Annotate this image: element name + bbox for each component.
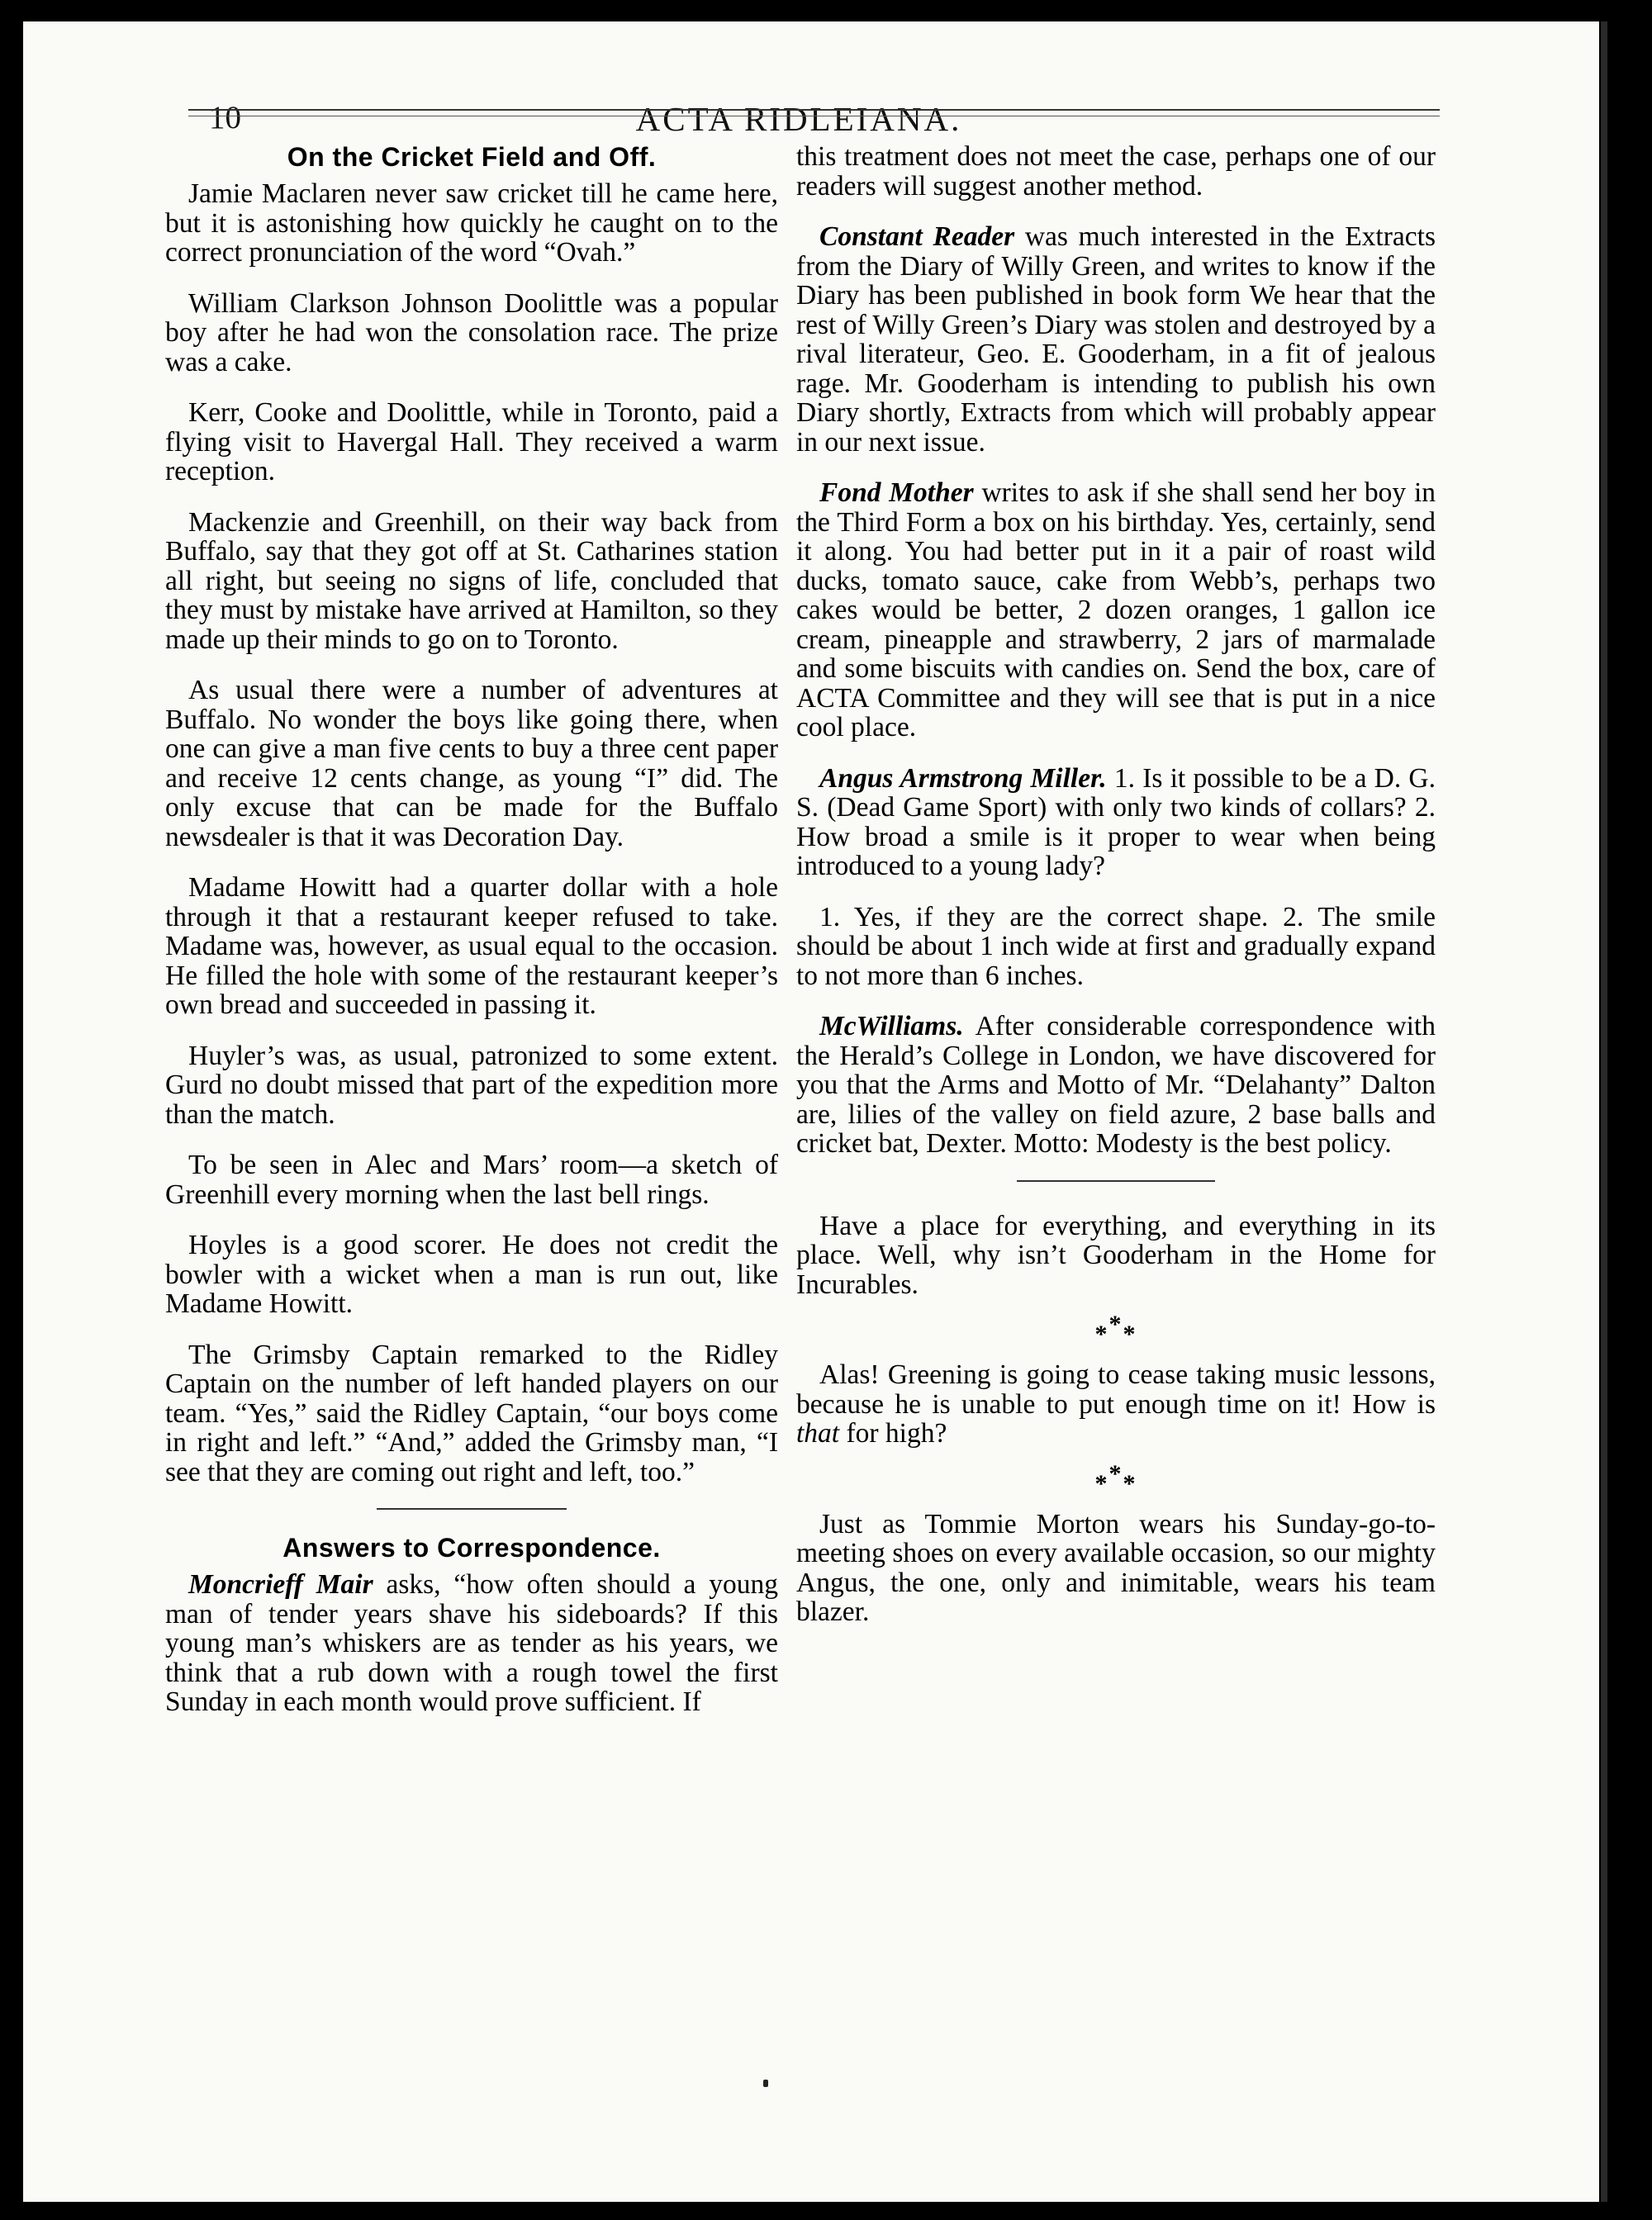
- emphasis: that: [796, 1418, 840, 1449]
- paragraph: [796, 478, 1436, 742]
- paragraph: Hoyles is a good scorer. He does not credit the bowler with a wicket when a man is run out, like Madame Howitt.: [165, 1230, 778, 1319]
- asterisk: *: [1108, 1459, 1123, 1487]
- asterisk: *: [1123, 1469, 1137, 1497]
- paragraph: [796, 1012, 1436, 1159]
- paragraph: [165, 1570, 778, 1717]
- correspondent-name: Angus Armstrong Miller.: [819, 762, 1107, 794]
- paragraph-text: was much interested in the Extracts from the Diary of Willy Green, and writes to know if the Diary has been published in book form We hear that the rest of Willy Green’s Diary was stolen and destroyed by a rival literateur, Geo. E. Gooderham, in a fit of jealous rage. Mr. Gooderham is intending to publish his own Diary shortly, Extracts from which will probably appear in our next issue.: [796, 221, 1436, 458]
- paragraph-text: writes to ask if she shall send her boy in the Third Form a box on his birthday. Yes, certainly, send it along. You had better put in it a pair of roast wild ducks, tomato sauce, cake from Webb’s, perhaps two cakes would be better, 2 dozen oranges, 1 gallon ice cream, pineapple and strawberry, 2 jars of marmalade and some biscuits with candies on. Send the box, care of ACTA Committee and they will see that is put in a nice cool place.: [796, 477, 1436, 742]
- paragraph-text: After considerable correspondence with the Herald’s College in London, we have discovered for you that the Arms and Motto of Mr. “Delahanty” Dalton are, lilies of the valley on field azure, 2 base balls and cricket bat, Dexter. Motto: Modesty is the best policy.: [796, 1011, 1436, 1159]
- section-title-cricket: On the Cricket Field and Off.: [287, 142, 657, 172]
- asterisk: *: [1094, 1469, 1109, 1497]
- paragraph: Jamie Maclaren never saw cricket till he came here, but it is astonishing how quickly he caught on to the correct pronunciation of the word “Ovah.”: [165, 178, 778, 268]
- paragraph: William Clarkson Johnson Doolittle was a popular boy after he had won the consolation race. The prize was a cake.: [165, 287, 778, 377]
- paragraph-text: 1. Is it possible to be a D. G. S. (Dead Game Sport) with only two kinds of collars? 2. How broad a smile is it proper to wear when being introduced to a young lady?: [796, 762, 1436, 881]
- header-rule: [188, 109, 1440, 111]
- correspondent-name: Fond Mother: [819, 477, 974, 508]
- paragraph: To be seen in Alec and Mars’ room—a sketch of Greenhill every morning when the last bell rings.: [165, 1150, 778, 1210]
- paragraph: [796, 1360, 1436, 1449]
- correspondent-name: McWilliams.: [819, 1011, 964, 1041]
- correspondent-name: Constant Reader: [819, 221, 1015, 252]
- paragraph: Huyler’s was, as usual, patronized to some extent. Gurd no doubt missed that part of the expedition more than the match.: [165, 1040, 778, 1130]
- page-header: [197, 71, 1401, 138]
- asterisk: *: [1108, 1311, 1123, 1338]
- paragraph: [796, 222, 1436, 457]
- paragraph-text: for high?: [839, 1418, 947, 1449]
- correspondent-name: Moncrieff Mair: [188, 1569, 373, 1600]
- paragraph: Madame Howitt had a quarter dollar with a hole through it that a restaurant keeper refused to take. Madame was, however, as usual equal to the occasion. He filled the hole with some of the restaurant keeper’s own bread and succeeded in passing it.: [165, 872, 778, 1020]
- section-divider: [1017, 1180, 1215, 1182]
- left-column: [165, 142, 778, 1739]
- right-column: [796, 142, 1436, 1648]
- ink-speck: [763, 2080, 768, 2087]
- paragraph: Mackenzie and Greenhill, on their way back from Buffalo, say that they got off at St. Catharines station all right, but seeing no signs of life, concluded that they must by mistake have arrived at Hamilton, so they made up their minds to go on to Toronto.: [165, 506, 778, 655]
- paragraph-text: asks, “how often should a young man of tender years shave his sideboards? If this young man’s whiskers are as tender as his years, we think that a rub down with a rough towel the first Sunday in each month would prove sufficient. If: [165, 1569, 778, 1717]
- asterisk: *: [1094, 1321, 1109, 1348]
- section-divider: [377, 1508, 567, 1510]
- page-number: 10: [209, 100, 241, 135]
- paragraph: 1. Yes, if they are the correct shape. 2. The smile should be about 1 inch wide at first and gradually expand to not more than 6 inches.: [796, 901, 1436, 991]
- paragraph: [796, 764, 1436, 881]
- paragraph: The Grimsby Captain remarked to the Ridley Captain on the number of left handed players on our team. “Yes,” said the Ridley Captain, “our boys come in right and left.” “And,” added the Grimsby man, “I see that they are coming out right and left, too.”: [165, 1339, 778, 1487]
- asterism: [796, 1311, 1436, 1349]
- paragraph: Just as Tommie Morton wears his Sunday-go-to-meeting shoes on every available occasion, so our mighty Angus, the one, only and inimitable, wears his team blazer.: [796, 1508, 1436, 1627]
- paragraph: As usual there were a number of adventures at Buffalo. No wonder the boys like going there, when one can give a man five cents to buy a three cent paper and receive 12 cents change, as young “I” did. The only excuse that can be made for the Buffalo newsdealer is that it was Decoration Day.: [165, 675, 778, 852]
- section-title-correspondence: Answers to Correspondence.: [282, 1533, 661, 1563]
- asterism: [796, 1459, 1436, 1498]
- paragraph: Have a place for everything, and everything in its place. Well, why isn’t Gooderham in the Home for Incurables.: [796, 1210, 1436, 1300]
- paragraph-text: Alas! Greening is going to cease taking music lessons, because he is unable to put enough time on it! How is: [796, 1359, 1436, 1420]
- running-title: ACTA RIDLEIANA.: [635, 100, 962, 138]
- paragraph: Kerr, Cooke and Doolittle, while in Toronto, paid a flying visit to Havergal Hall. They received a warm reception.: [165, 397, 778, 486]
- paragraph: this treatment does not meet the case, perhaps one of our readers will suggest another method.: [796, 141, 1436, 202]
- asterisk: *: [1123, 1321, 1137, 1348]
- binding-edge: [1601, 21, 1607, 2202]
